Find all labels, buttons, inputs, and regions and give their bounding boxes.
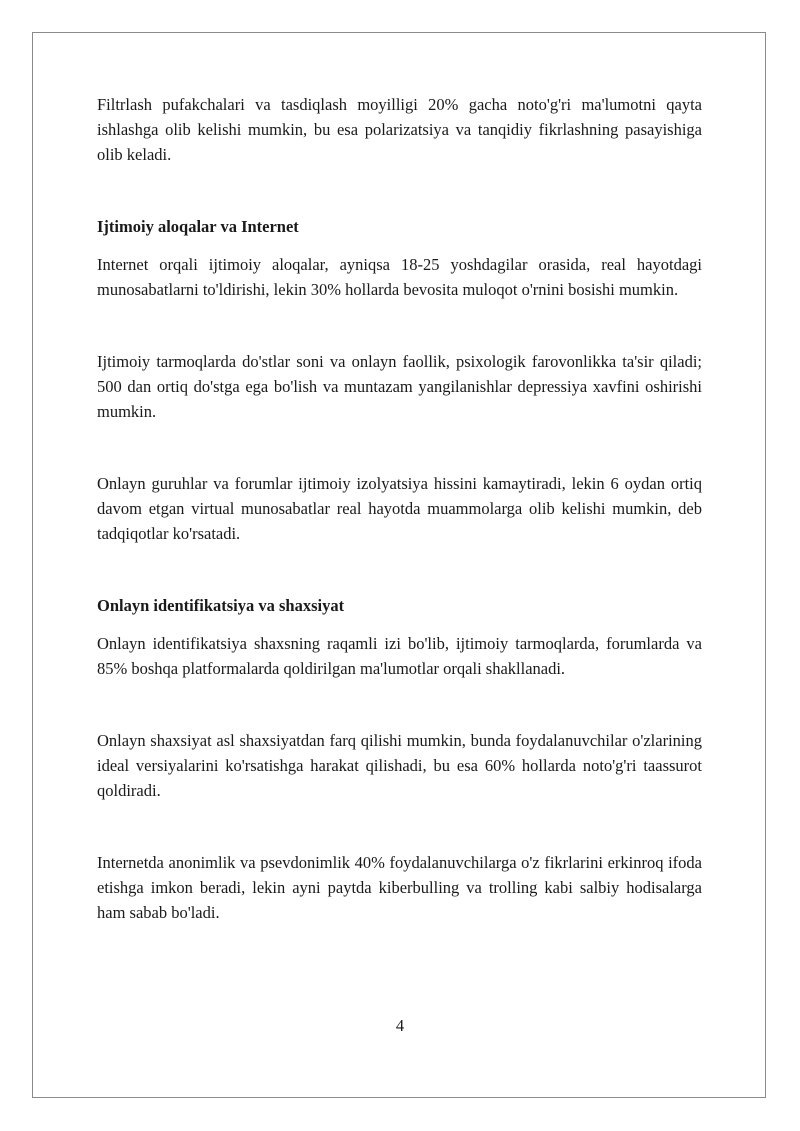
paragraph-online-groups: Onlayn guruhlar va forumlar ijtimoiy izolyatsiya hissini kamaytiradi, lekin 6 oydan ortiq davom etgan virtual munosabatlar real hayotda muammolarga olib kelishi mumkin, deb tadqiqotlar ko'rsatadi. <box>97 474 702 543</box>
paragraph-online-personality: Onlayn shaxsiyat asl shaxsiyatdan farq qilishi mumkin, bunda foydalanuvchilar o'zlarining ideal versiyalarini ko'rsatishga harakat qilishadi, bu esa 60% hollarda noto'g'ri taassurot qoldiradi. <box>97 731 702 800</box>
paragraph-online-identity: Onlayn identifikatsiya shaxsning raqamli izi bo'lib, ijtimoiy tarmoqlarda, forumlarda va 85% boshqa platformalarda qoldirilgan ma'lumotlar orqali shakllanadi. <box>97 634 702 678</box>
page-number: 4 <box>395 1016 405 1035</box>
paragraph-social-connections: Internet orqali ijtimoiy aloqalar, ayniqsa 18-25 yoshdagilar orasida, real hayotdagi munosabatlarni to'ldirishi, lekin 30% hollarda bevosita muloqot o'rnini bosishi mumkin. <box>97 255 702 299</box>
section-heading-social-connections: Ijtimoiy aloqalar va Internet <box>97 217 299 236</box>
paragraph-friends-count: Ijtimoiy tarmoqlarda do'stlar soni va onlayn faollik, psixologik farovonlikka ta'sir qiladi; 500 dan ortiq do'stga ega bo'lish va muntazam yangilanishlar depressiya xavfini oshirishi mumkin. <box>97 352 702 421</box>
page-content <box>97 92 702 925</box>
paragraph-filter-bubbles: Filtrlash pufakchalari va tasdiqlash moyilligi 20% gacha noto'g'ri ma'lumotni qayta ishlashga olib kelishi mumkin, bu esa polarizatsiya va tanqidiy fikrlashning pasayishiga olib keladi. <box>97 95 702 164</box>
paragraph-anonymity: Internetda anonimlik va psevdonimlik 40% foydalanuvchilarga o'z fikrlarini erkinroq ifoda etishga imkon beradi, lekin ayni paytda kiberbulling va trolling kabi salbiy hodisalarga ham sabab bo'ladi. <box>97 853 702 922</box>
section-heading-online-identity: Onlayn identifikatsiya va shaxsiyat <box>97 596 345 615</box>
